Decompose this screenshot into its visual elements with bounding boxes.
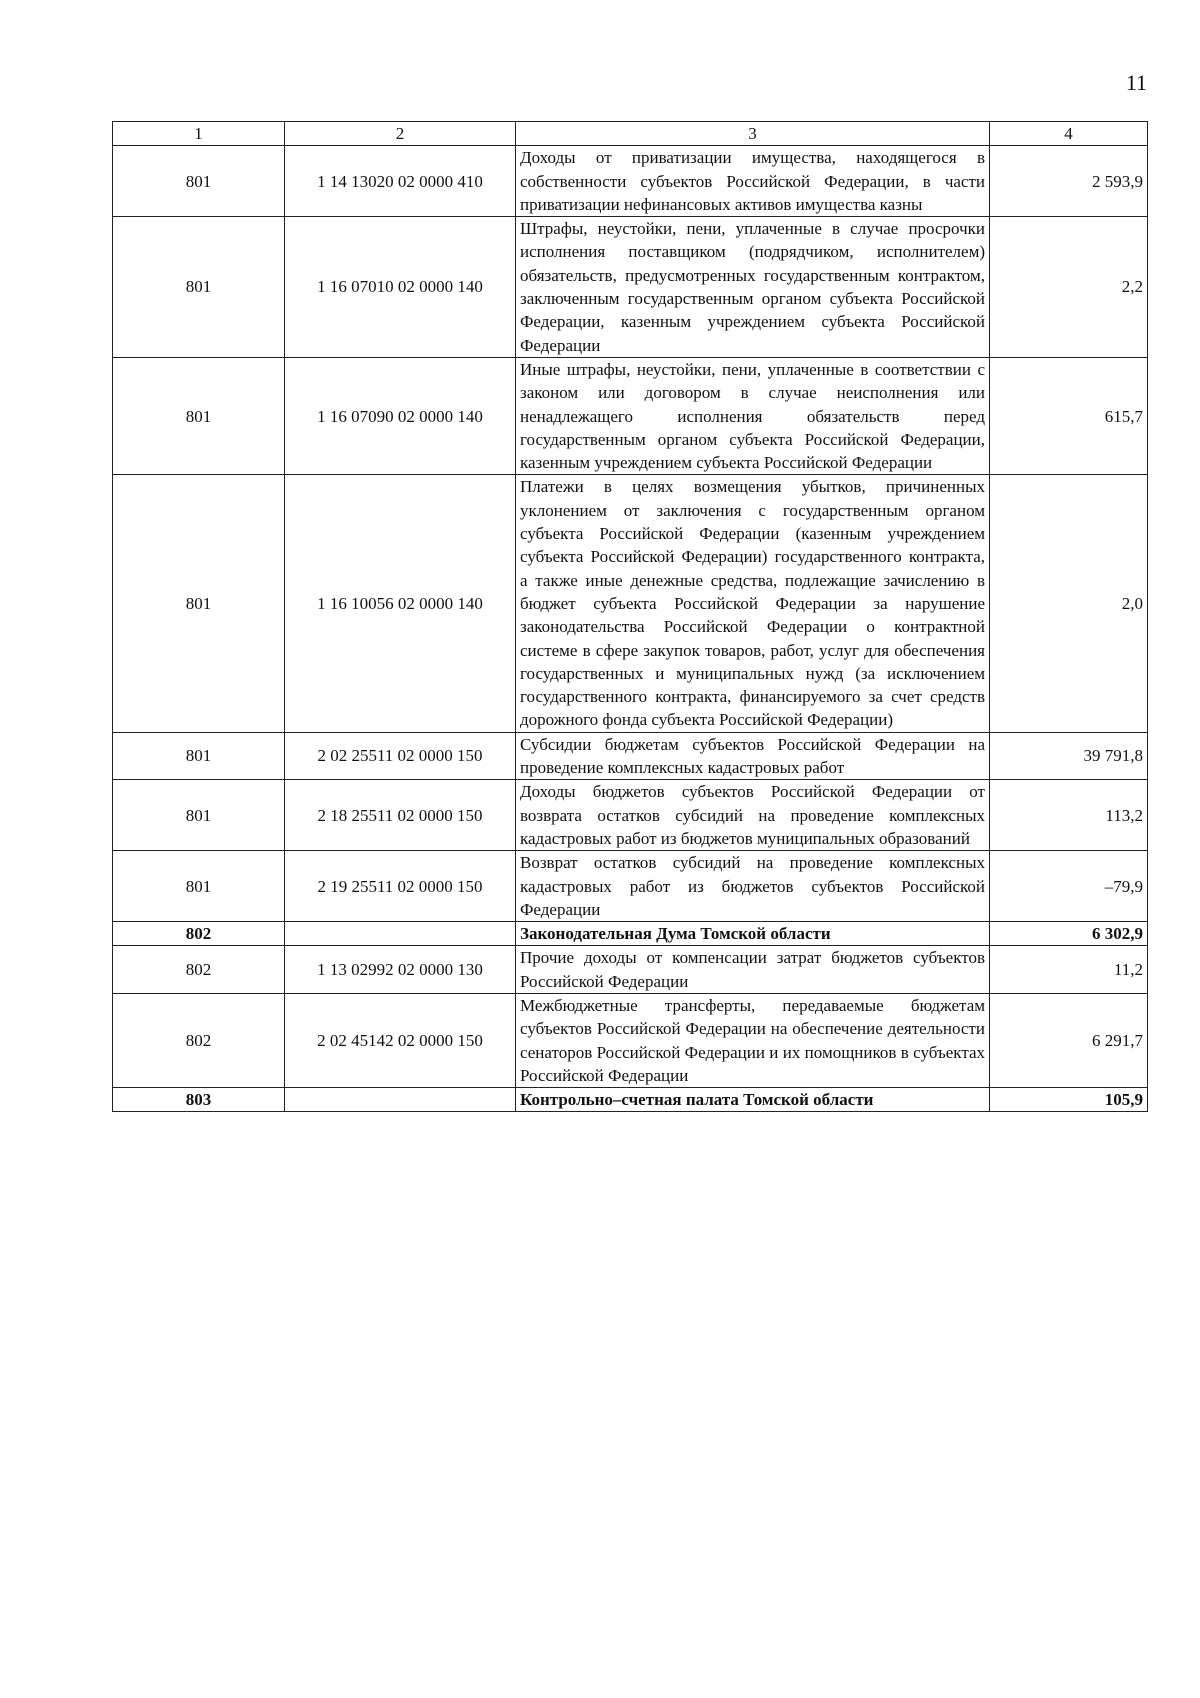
table-row bbox=[113, 1088, 1148, 1112]
income-name-cell: Контрольно–счетная палата Томской области bbox=[516, 1088, 990, 1112]
income-code-cell: 2 19 25511 02 0000 150 bbox=[285, 851, 516, 922]
header-col-3: 3 bbox=[516, 122, 990, 146]
header-col-1: 1 bbox=[113, 122, 285, 146]
admin-code-cell: 802 bbox=[113, 993, 285, 1087]
income-code-cell: 1 16 07010 02 0000 140 bbox=[285, 217, 516, 358]
income-code-cell: 1 16 10056 02 0000 140 bbox=[285, 475, 516, 732]
table-body bbox=[113, 146, 1148, 1112]
admin-code-cell: 802 bbox=[113, 922, 285, 946]
admin-code-cell: 801 bbox=[113, 357, 285, 474]
amount-cell: 39 791,8 bbox=[990, 732, 1148, 780]
income-code-cell: 2 02 45142 02 0000 150 bbox=[285, 993, 516, 1087]
amount-cell: 2,2 bbox=[990, 217, 1148, 358]
page-number: 11 bbox=[1125, 70, 1147, 95]
table-row bbox=[113, 993, 1148, 1087]
table-row bbox=[113, 922, 1148, 946]
income-name-cell: Доходы от приватизации имущества, находящегося в собственности субъектов Российской Федерации, в части приватизации нефинансовых активов имущества казны bbox=[516, 146, 990, 217]
table-row bbox=[113, 780, 1148, 851]
income-code-cell: 2 02 25511 02 0000 150 bbox=[285, 732, 516, 780]
admin-code-cell: 803 bbox=[113, 1088, 285, 1112]
income-name-cell: Платежи в целях возмещения убытков, причиненных уклонением от заключения с государственным органом субъекта Российской Федерации (казенным учреждением субъекта Российской Федерации) государственного контракта, а также иные денежные средства, подлежащие зачислению в бюджет субъекта Российской Федерации за нарушение законодательства Российской Федерации о контрактной системе в сфере закупок товаров, работ, услуг для обеспечения государственных и муниципальных нужд (за исключением государственного контракта, финансируемого за счет средств дорожного фонда субъекта Российской Федерации) bbox=[516, 475, 990, 732]
table-row bbox=[113, 732, 1148, 780]
table-row bbox=[113, 946, 1148, 994]
amount-cell: 2,0 bbox=[990, 475, 1148, 732]
income-code-cell: 1 14 13020 02 0000 410 bbox=[285, 146, 516, 217]
income-code-cell bbox=[285, 1088, 516, 1112]
admin-code-cell: 801 bbox=[113, 475, 285, 732]
budget-table bbox=[112, 121, 1148, 1112]
amount-cell: 6 291,7 bbox=[990, 993, 1148, 1087]
income-name-cell: Иные штрафы, неустойки, пени, уплаченные в соответствии с законом или договором в случае неисполнения или ненадлежащего исполнения обязательств перед государственным органом субъекта Российской Федерации, казенным учреждением субъекта Российской Федерации bbox=[516, 357, 990, 474]
income-name-cell: Доходы бюджетов субъектов Российской Федерации от возврата остатков субсидий на проведение комплексных кадастровых работ из бюджетов муниципальных образований bbox=[516, 780, 990, 851]
table-row bbox=[113, 475, 1148, 732]
income-code-cell bbox=[285, 922, 516, 946]
header-row bbox=[113, 122, 1148, 146]
income-code-cell: 1 16 07090 02 0000 140 bbox=[285, 357, 516, 474]
amount-cell: 6 302,9 bbox=[990, 922, 1148, 946]
income-code-cell: 1 13 02992 02 0000 130 bbox=[285, 946, 516, 994]
amount-cell: 105,9 bbox=[990, 1088, 1148, 1112]
amount-cell: 11,2 bbox=[990, 946, 1148, 994]
table-row bbox=[113, 217, 1148, 358]
income-code-cell: 2 18 25511 02 0000 150 bbox=[285, 780, 516, 851]
amount-cell: –79,9 bbox=[990, 851, 1148, 922]
income-name-cell: Прочие доходы от компенсации затрат бюджетов субъектов Российской Федерации bbox=[516, 946, 990, 994]
header-col-2: 2 bbox=[285, 122, 516, 146]
amount-cell: 615,7 bbox=[990, 357, 1148, 474]
table-row bbox=[113, 357, 1148, 474]
admin-code-cell: 801 bbox=[113, 217, 285, 358]
income-name-cell: Возврат остатков субсидий на проведение комплексных кадастровых работ из бюджетов субъектов Российской Федерации bbox=[516, 851, 990, 922]
income-name-cell: Межбюджетные трансферты, передаваемые бюджетам субъектов Российской Федерации на обеспечение деятельности сенаторов Российской Федерации и их помощников в субъектах Российской Федерации bbox=[516, 993, 990, 1087]
table-row bbox=[113, 146, 1148, 217]
admin-code-cell: 801 bbox=[113, 146, 285, 217]
admin-code-cell: 801 bbox=[113, 732, 285, 780]
income-name-cell: Субсидии бюджетам субъектов Российской Федерации на проведение комплексных кадастровых работ bbox=[516, 732, 990, 780]
admin-code-cell: 801 bbox=[113, 780, 285, 851]
header-col-4: 4 bbox=[990, 122, 1148, 146]
admin-code-cell: 801 bbox=[113, 851, 285, 922]
amount-cell: 2 593,9 bbox=[990, 146, 1148, 217]
income-name-cell: Законодательная Дума Томской области bbox=[516, 922, 990, 946]
table-row bbox=[113, 851, 1148, 922]
income-name-cell: Штрафы, неустойки, пени, уплаченные в случае просрочки исполнения поставщиком (подрядчиком, исполнителем) обязательств, предусмотренных государственным контрактом, заключенным государственным органом субъекта Российской Федерации, казенным учреждением субъекта Российской Федерации bbox=[516, 217, 990, 358]
admin-code-cell: 802 bbox=[113, 946, 285, 994]
amount-cell: 113,2 bbox=[990, 780, 1148, 851]
